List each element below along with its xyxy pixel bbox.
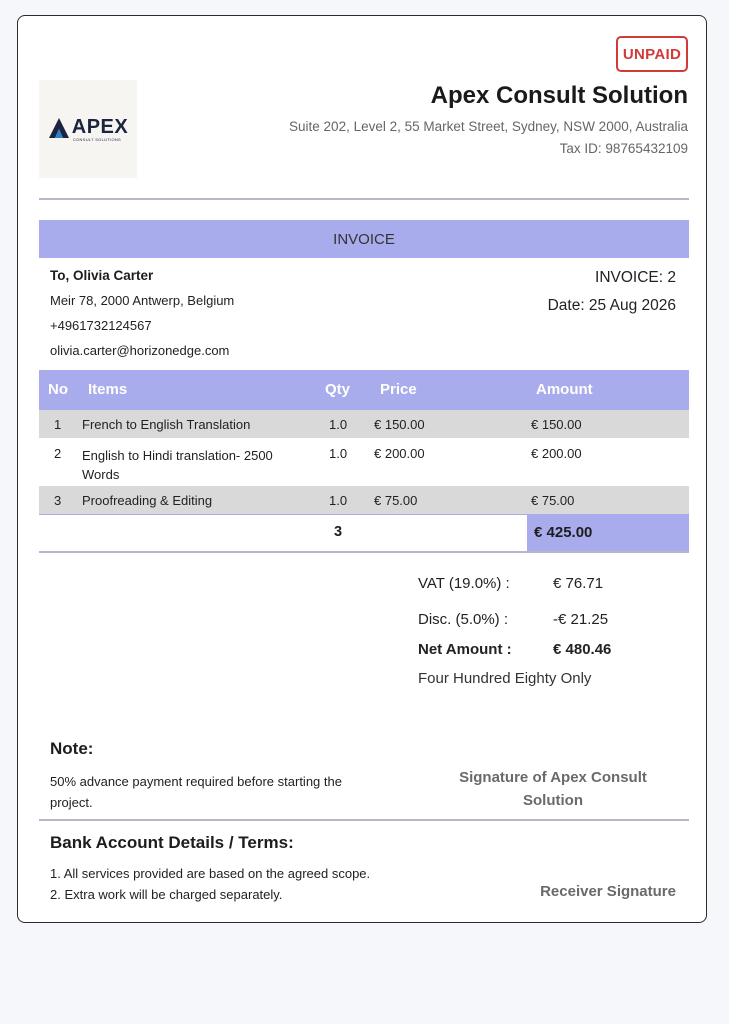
footer-divider (39, 819, 689, 821)
apex-triangle-icon (48, 117, 70, 139)
company-signature-label: Signature of Apex Consult Solution (459, 769, 647, 809)
row-qty: 1.0 (329, 417, 348, 432)
net-amount-value: € 480.46 (553, 641, 612, 658)
status-badge: UNPAID (616, 36, 688, 72)
table-total-row (39, 514, 689, 551)
row-no: 1 (54, 417, 62, 432)
table-row (39, 438, 689, 486)
table-header (39, 370, 689, 410)
invoice-date: Date: 25 Aug 2026 (547, 297, 676, 314)
discount-value: -€ 21.25 (553, 611, 609, 628)
bill-to-address: Meir 78, 2000 Antwerp, Belgium (50, 293, 235, 308)
vat-value: € 76.71 (553, 575, 604, 592)
receiver-signature-label: Receiver Signature (540, 883, 676, 900)
term-item: 2. Extra work will be charged separately. (50, 887, 283, 902)
header-divider (39, 198, 689, 200)
term-item: 1. All services provided are based on the agreed scope. (50, 866, 371, 881)
bill-to-name: To, Olivia Carter (50, 268, 154, 283)
company-tax-id: Tax ID: 98765432109 (559, 141, 688, 156)
bill-to-phone: +4961732124567 (50, 318, 152, 333)
total-amount: € 425.00 (527, 514, 689, 551)
invoice-number: INVOICE: 2 (595, 269, 676, 286)
bill-to-email: olivia.carter@horizonedge.com (50, 343, 230, 358)
col-no: No (48, 381, 68, 398)
amount-in-words: Four Hundred Eighty Only (418, 670, 592, 687)
row-price: € 200.00 (374, 446, 425, 461)
company-name: Apex Consult Solution (430, 82, 688, 109)
col-amount: Amount (536, 381, 593, 398)
col-qty: Qty (325, 381, 351, 398)
invoice-page (17, 15, 707, 923)
row-price: € 150.00 (374, 417, 425, 432)
row-amount: € 150.00 (531, 417, 582, 432)
col-price: Price (380, 381, 417, 398)
logo-text: APEX (71, 116, 129, 138)
total-divider (39, 551, 689, 553)
row-item: French to English Translation (82, 417, 251, 432)
note-text: 50% advance payment required before starting the project. (50, 774, 342, 810)
note-title: Note: (50, 739, 94, 758)
row-price: € 75.00 (374, 493, 418, 508)
row-no: 3 (54, 493, 62, 508)
table-row (39, 410, 689, 438)
table-row (39, 486, 689, 514)
net-amount-label: Net Amount : (418, 641, 512, 658)
company-address: Suite 202, Level 2, 55 Market Street, Sydney, NSW 2000, Australia (289, 119, 688, 134)
row-no: 2 (54, 446, 62, 461)
row-amount: € 200.00 (531, 446, 582, 461)
discount-label: Disc. (5.0%) : (418, 611, 509, 628)
row-qty: 1.0 (329, 446, 348, 461)
bank-terms-title: Bank Account Details / Terms: (50, 833, 294, 852)
logo-subtext: CONSULT SOLUTIONS (72, 137, 122, 142)
row-qty: 1.0 (329, 493, 348, 508)
vat-label: VAT (19.0%) : (418, 575, 510, 592)
row-item: English to Hindi translation- 2500 Words (82, 448, 273, 482)
row-item: Proofreading & Editing (82, 493, 213, 508)
row-amount: € 75.00 (531, 493, 575, 508)
col-items: Items (88, 381, 128, 398)
total-qty: 3 (334, 524, 343, 540)
company-logo (39, 80, 137, 178)
invoice-heading: INVOICE (39, 220, 689, 258)
